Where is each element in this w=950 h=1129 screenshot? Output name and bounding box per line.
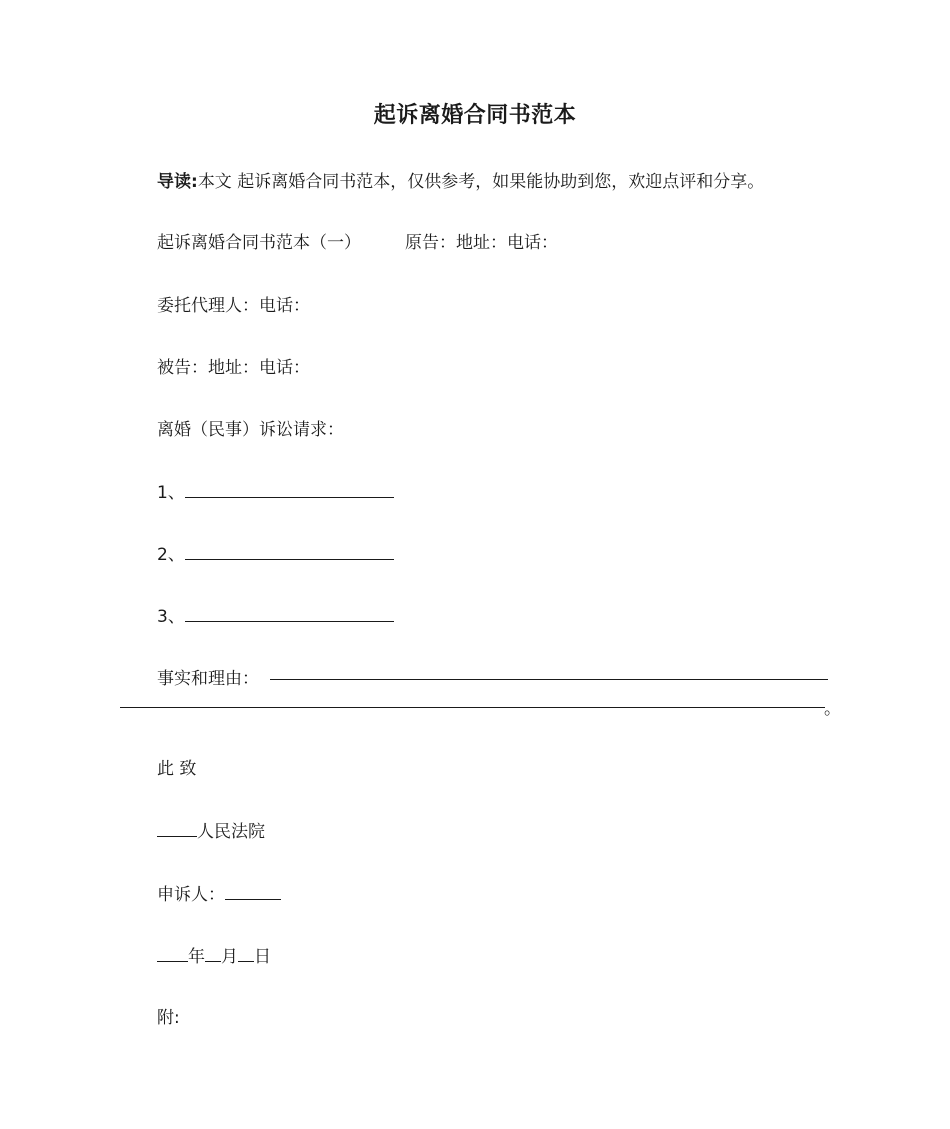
blank-line [157, 944, 188, 962]
salutation: 此 致 [157, 759, 197, 779]
claim-item-3 [157, 604, 394, 629]
facts-rule-2 [120, 707, 825, 708]
court-name: 人民法院 [197, 822, 265, 842]
claim-item-1 [157, 480, 394, 505]
blank-line [185, 480, 394, 498]
appellant-line [157, 882, 281, 907]
facts-rule-1 [270, 679, 828, 680]
blank-line [225, 882, 281, 900]
sample-heading: 起诉离婚合同书范本（一） [157, 233, 361, 253]
claim-number: 1、 [157, 483, 185, 503]
agent-line: 委托代理人：电话： [157, 296, 310, 316]
blank-line [185, 604, 394, 622]
blank-line [157, 819, 197, 837]
defendant-line: 被告：地址：电话： [157, 358, 310, 378]
claims-heading: 离婚（民事）诉讼请求： [157, 420, 344, 440]
court-line [157, 819, 265, 844]
document-title: 起诉离婚合同书范本 [373, 103, 577, 128]
blank-line [185, 542, 394, 560]
blank-line [205, 944, 221, 962]
sample-heading-line [157, 231, 558, 255]
date-year: 年 [188, 947, 205, 967]
attachment-line: 附: [157, 1008, 180, 1028]
facts-label: 事实和理由： [157, 669, 259, 689]
claim-item-2 [157, 542, 394, 567]
claim-number: 3、 [157, 607, 185, 627]
date-line [157, 944, 271, 969]
intro-text: 本文 起诉离婚合同书范本，仅供参考，如果能协助到您，欢迎点评和分享。 [197, 172, 765, 192]
appellant-label: 申诉人： [157, 885, 225, 905]
intro-label: 导读: [157, 172, 198, 192]
facts-end-mark: 。 [824, 699, 841, 719]
date-day: 日 [254, 947, 271, 967]
blank-line [238, 944, 254, 962]
date-month: 月 [221, 947, 238, 967]
intro-paragraph [157, 170, 764, 194]
claim-number: 2、 [157, 545, 185, 565]
plaintiff-line: 原告：地址：电话： [405, 233, 558, 253]
